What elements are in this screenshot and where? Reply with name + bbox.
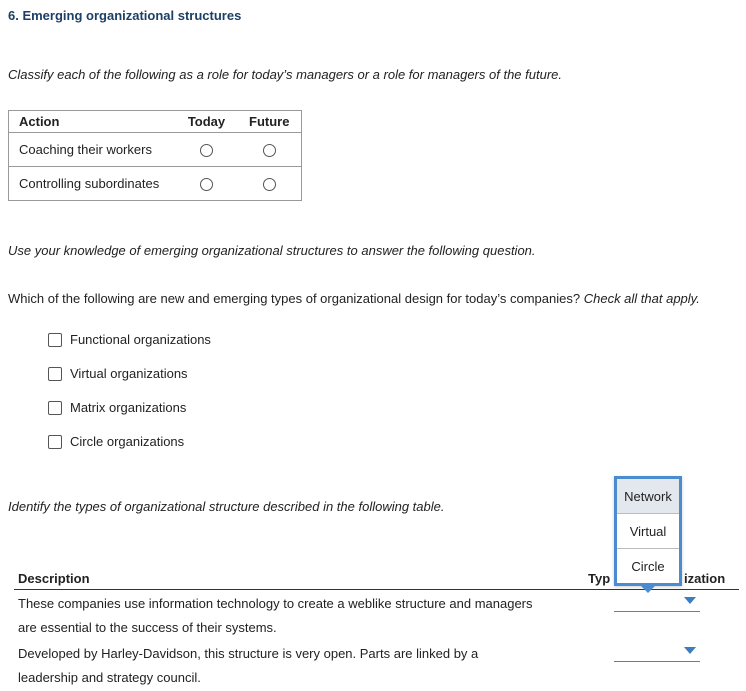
future-radio[interactable] <box>263 144 276 157</box>
description-row-1 <box>18 592 578 640</box>
option-label: Functional organizations <box>70 332 211 347</box>
table-row <box>9 167 302 201</box>
option-label: Matrix organizations <box>70 400 187 415</box>
option-label: Virtual organizations <box>70 366 188 381</box>
option-virtual[interactable] <box>48 366 188 381</box>
type-select-1[interactable] <box>614 594 700 612</box>
description-row-2 <box>18 642 578 690</box>
multi-question-text: Which of the following are new and emerging types of organizational design for today’s companies? <box>8 291 584 306</box>
type-header-right: ization <box>684 571 726 586</box>
description-header: Description <box>18 571 90 586</box>
dropdown-option-network[interactable]: Network <box>617 479 679 514</box>
future-radio[interactable] <box>263 178 276 191</box>
classify-table <box>8 110 302 201</box>
description-line: These companies use information technology to create a weblike structure and managers <box>18 596 533 611</box>
header-divider <box>14 589 739 590</box>
option-label: Circle organizations <box>70 434 185 449</box>
multi-question-hint: Check all that apply. <box>583 291 700 306</box>
option-circle[interactable] <box>48 434 184 449</box>
action-label: Controlling subordinates <box>19 176 160 191</box>
option-functional[interactable] <box>48 332 211 347</box>
description-line: Developed by Harley-Davidson, this structure is very open. Parts are linked by a <box>18 646 479 661</box>
description-line: leadership and strategy council. <box>18 670 201 685</box>
dropdown-option-circle[interactable]: Circle <box>631 559 665 574</box>
description-line: are essential to the success of their systems. <box>18 620 277 635</box>
dropdown-option-virtual[interactable]: Virtual <box>617 514 679 549</box>
header-action: Action <box>9 111 176 133</box>
dropdown-arrow-icon <box>684 647 696 654</box>
knowledge-instruction: Use your knowledge of emerging organizational structures to answer the following question. <box>8 243 536 258</box>
today-radio[interactable] <box>200 144 213 157</box>
dropdown-pointer-icon <box>641 586 655 593</box>
option-matrix[interactable] <box>48 400 186 415</box>
classify-instruction: Classify each of the following as a role for today’s managers or a role for managers of the future. <box>8 67 562 82</box>
checkbox[interactable] <box>48 367 62 381</box>
type-dropdown-menu <box>614 476 682 586</box>
type-select-2[interactable] <box>614 644 700 662</box>
header-future: Future <box>238 111 302 133</box>
type-header-left: Typ <box>588 571 611 586</box>
checkbox[interactable] <box>48 435 62 449</box>
table-row <box>9 133 302 167</box>
question-title: 6. Emerging organizational structures <box>8 8 242 23</box>
identify-instruction: Identify the types of organizational structure described in the following table. <box>8 499 445 514</box>
dropdown-arrow-icon <box>684 597 696 604</box>
header-today: Today <box>176 111 238 133</box>
today-radio[interactable] <box>200 178 213 191</box>
multi-question <box>8 291 700 306</box>
checkbox[interactable] <box>48 333 62 347</box>
action-label: Coaching their workers <box>9 133 176 167</box>
checkbox[interactable] <box>48 401 62 415</box>
